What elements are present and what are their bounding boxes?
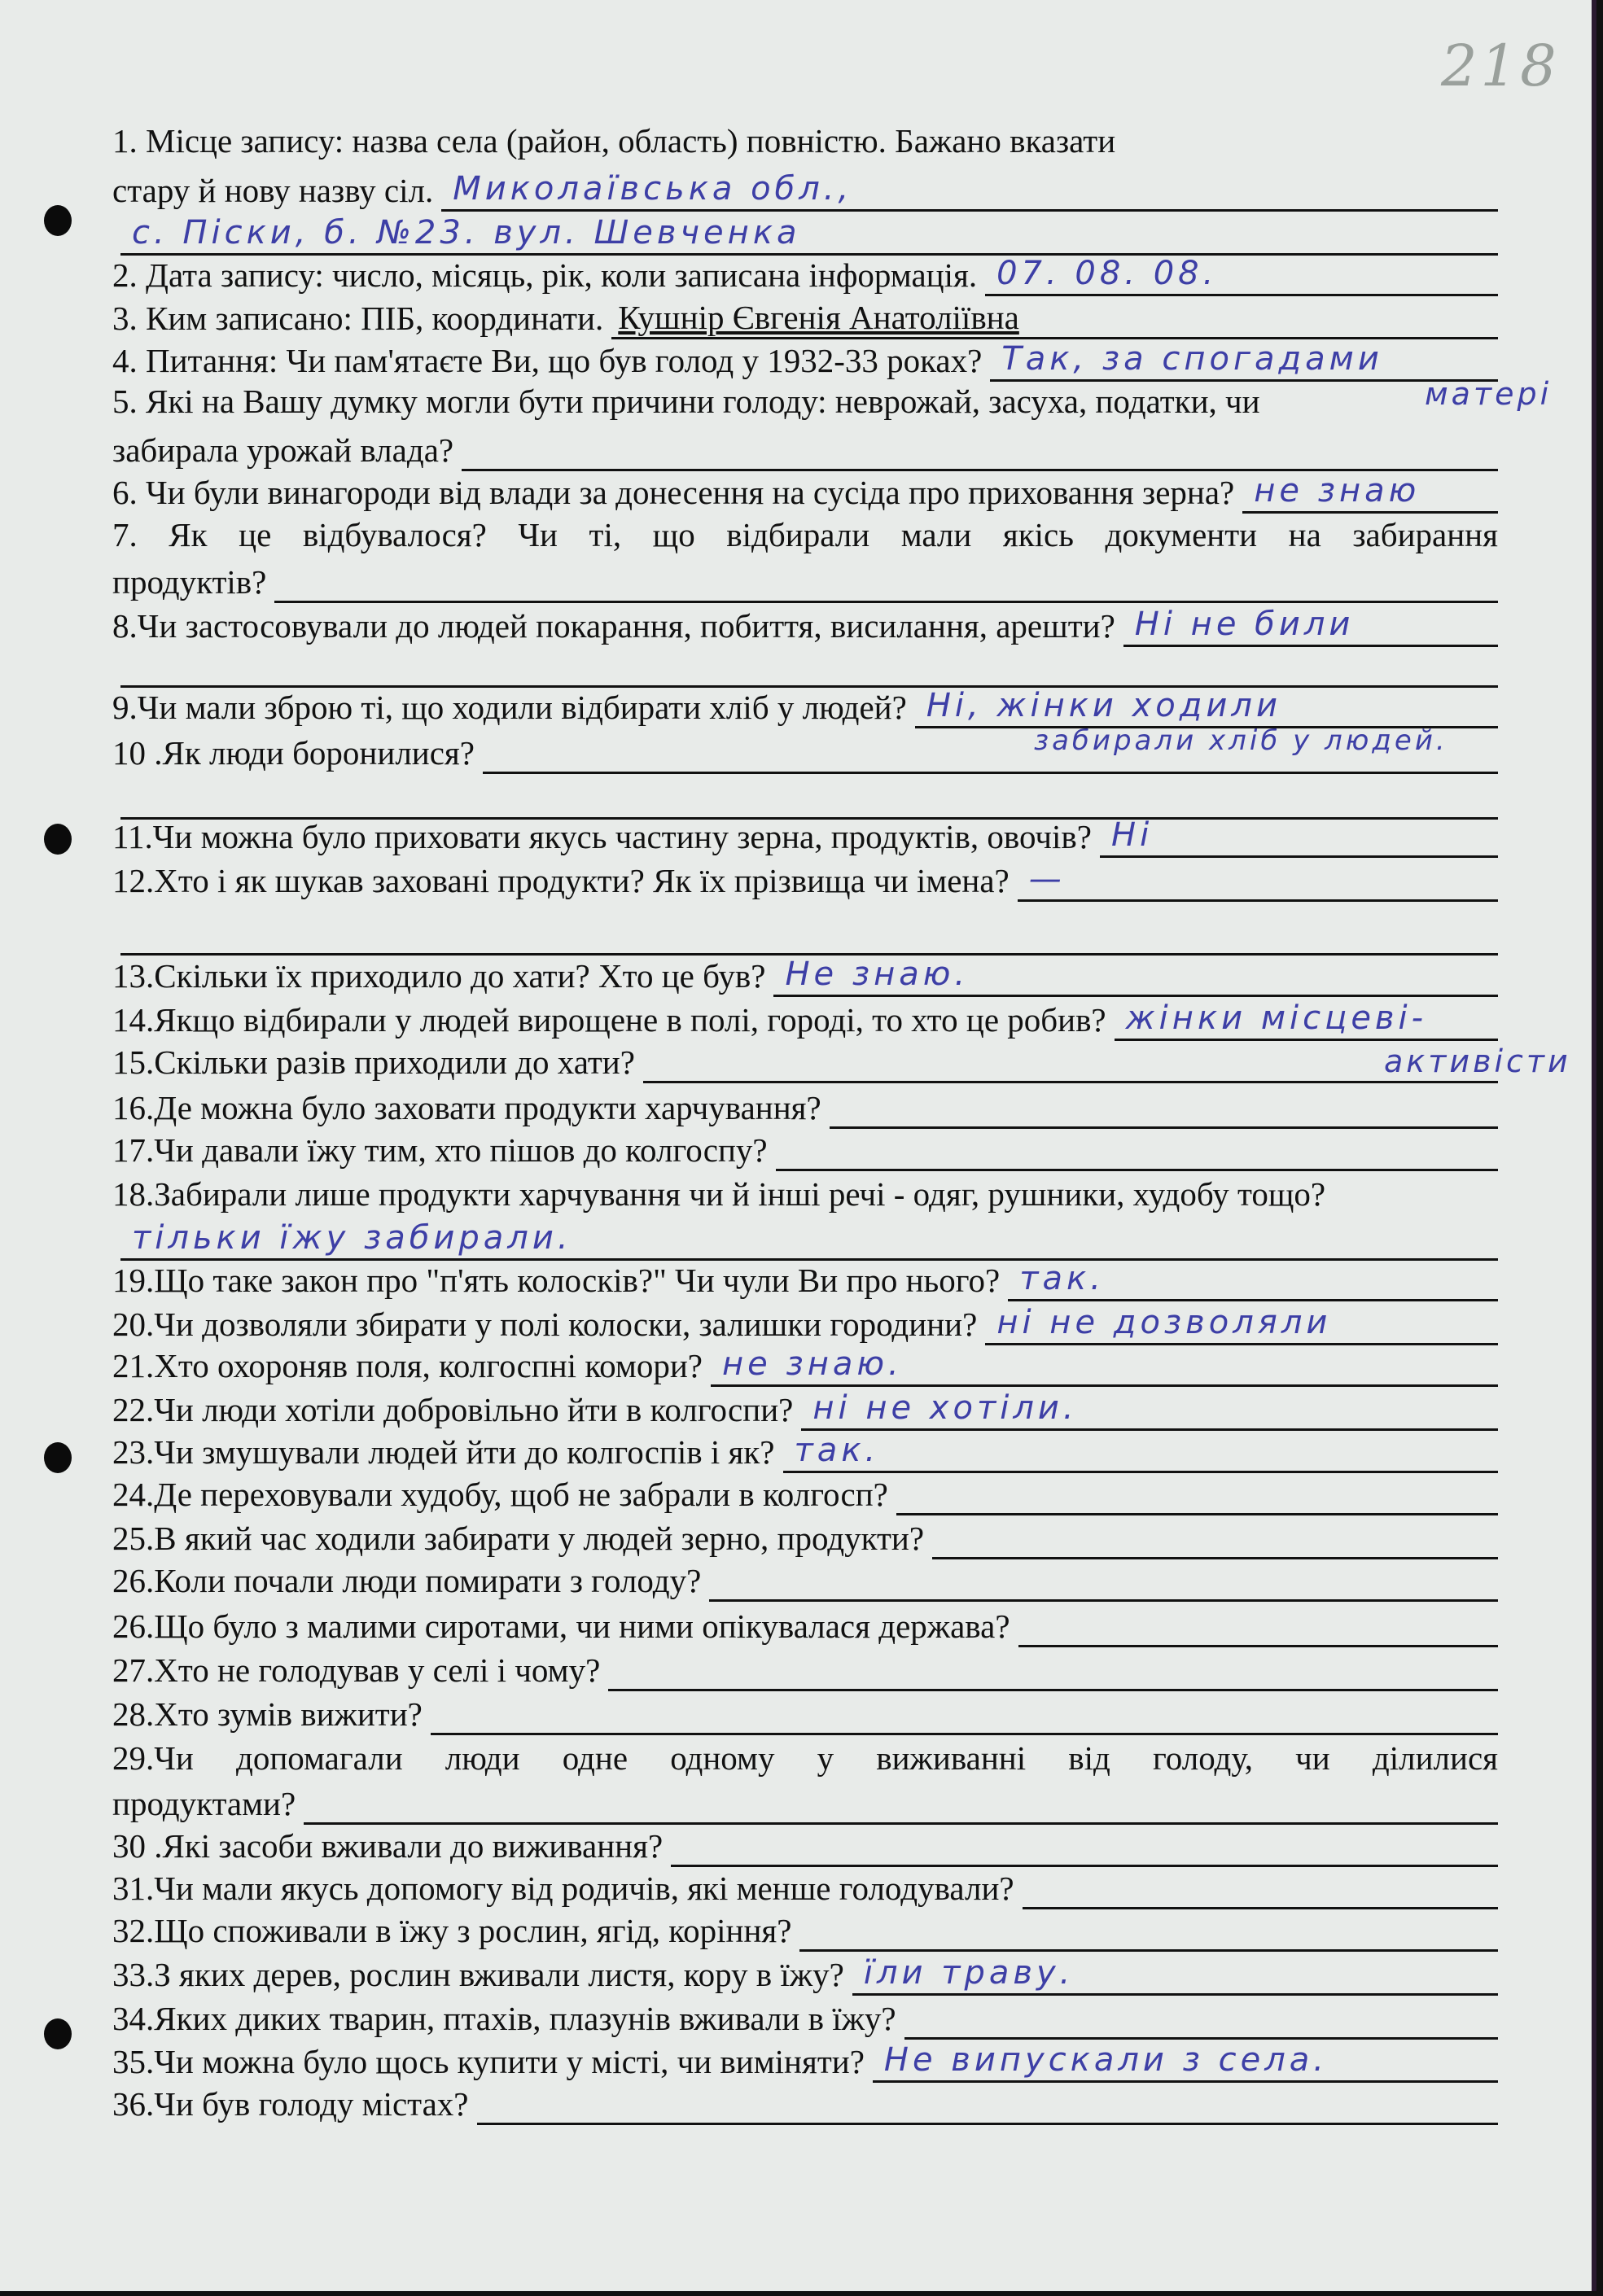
answer-line[interactable] — [120, 917, 1498, 956]
answer-line[interactable] — [1334, 1179, 1498, 1215]
question-row — [112, 1781, 1498, 1825]
question-row — [112, 858, 1498, 902]
question-text: 8.Чи застосовували до людей покарання, побиття, висилання, арешти? — [112, 606, 1115, 645]
question-row — [112, 1865, 1498, 1909]
answer-line[interactable] — [441, 170, 1498, 212]
answer-line[interactable] — [990, 339, 1498, 382]
question-row — [112, 378, 1498, 422]
answer-line[interactable] — [671, 1829, 1498, 1867]
answer-line[interactable] — [904, 2001, 1498, 2040]
handwritten-answer: Ні не били — [1134, 605, 1355, 643]
question-text: 23.Чи змушували людей йти до колгоспів і як? — [112, 1432, 775, 1471]
question-text: стару й нову назву сіл. — [112, 172, 434, 209]
answer-line[interactable] — [431, 1697, 1498, 1735]
answer-line[interactable] — [1123, 126, 1498, 162]
handwritten-answer: Не знаю. — [785, 955, 970, 993]
answer-line[interactable] — [709, 1563, 1498, 1602]
answer-line[interactable] — [611, 298, 1498, 339]
answer-line[interactable] — [873, 2040, 1498, 2083]
question-row — [112, 1472, 1498, 1515]
question-row — [112, 1603, 1498, 1647]
question-text: 35.Чи можна було щось купити у місті, чи виміняти? — [112, 2042, 865, 2080]
handwritten-answer: ні не хотіли. — [812, 1389, 1078, 1427]
question-text: 21.Хто охороняв поля, колгоспні комори? — [112, 1346, 703, 1384]
answer-line[interactable] — [932, 1521, 1498, 1559]
answer-line[interactable] — [1115, 999, 1498, 1041]
question-row — [112, 252, 1498, 296]
handwritten-answer: не знаю. — [721, 1345, 903, 1383]
handwritten-answer: 07. 08. 08. — [996, 255, 1218, 293]
question-text: 31.Чи мали якусь допомогу від родичів, які менше голодували? — [112, 1870, 1014, 1908]
answer-line[interactable] — [1023, 1871, 1498, 1909]
punch-hole — [44, 1442, 72, 1473]
question-row — [112, 212, 1498, 256]
question-text: 28.Хто зумів вижити? — [112, 1695, 423, 1733]
question-text: 10 .Як люди боронилися? — [112, 734, 475, 772]
question-row — [112, 1691, 1498, 1735]
question-text: 7. Як це відбувалося? Чи ті, що відбирали мали якісь документи на забирання — [112, 516, 1498, 553]
question-row — [112, 118, 1498, 162]
question-row — [112, 1257, 1498, 1301]
punch-hole — [44, 205, 72, 236]
answer-line[interactable] — [120, 214, 1498, 256]
punch-hole — [44, 824, 72, 855]
answer-line[interactable] — [896, 1477, 1498, 1515]
question-text: 4. Питання: Чи пам'ятаєте Ви, що був голод у 1932-33 роках? — [112, 341, 983, 379]
question-text: 19.Що таке закон про "п'ять колосків?" Чи чули Ви про нього? — [112, 1262, 1001, 1300]
question-row — [112, 1343, 1498, 1387]
answer-line[interactable] — [783, 1431, 1499, 1473]
question-text: 33.З яких дерев, рослин вживали листя, кору в їжу? — [112, 1956, 844, 1994]
question-row — [112, 603, 1498, 647]
answer-line[interactable] — [1100, 816, 1498, 858]
question-row — [112, 1823, 1498, 1867]
question-row — [112, 2081, 1498, 2125]
question-row — [112, 997, 1498, 1041]
question-row — [112, 1039, 1498, 1083]
question-row — [112, 1515, 1498, 1559]
handwritten-answer: Не випускали з села. — [883, 2040, 1329, 2079]
question-text: 3. Ким записано: ПІБ, координати. — [112, 299, 604, 337]
question-text: 27.Хто не голодував у селі і чому? — [112, 1651, 601, 1689]
answer-line[interactable] — [1018, 859, 1498, 902]
question-row — [112, 953, 1498, 997]
question-text: 26.Коли почали люди помирати з голоду? — [112, 1562, 702, 1600]
question-row — [112, 295, 1498, 339]
punch-hole — [44, 2018, 72, 2049]
question-text: 34.Яких диких тварин, птахів, плазунів вживали в їжу? — [112, 2000, 896, 2038]
question-text: 1. Місце запису: назва села (район, область) повністю. Бажано вказати — [112, 121, 1116, 160]
question-row — [112, 512, 1498, 556]
question-text: 20.Чи дозволяли збирати у полі колоски, залишки городини? — [112, 1305, 978, 1344]
question-row — [112, 559, 1498, 603]
question-row — [112, 1908, 1498, 1952]
handwritten-answer: — — [1028, 859, 1066, 898]
question-row — [112, 2039, 1498, 2083]
handwritten-answer: Ні, жінки ходили — [926, 687, 1281, 725]
question-text: 5. Які на Вашу думку могли бути причини голоду: неврожай, засуха, податки, чи — [112, 383, 1260, 421]
question-text: продуктів? — [112, 562, 267, 601]
answer-line[interactable] — [773, 955, 1498, 997]
question-text: 24.Де переховували худобу, щоб не забрали в колгосп? — [112, 1476, 888, 1513]
handwritten-answer: так. — [794, 1431, 880, 1469]
handwritten-answer: так. — [1019, 1260, 1105, 1298]
question-row — [112, 1429, 1498, 1473]
answer-line[interactable] — [608, 1653, 1498, 1691]
question-text: 15.Скільки разів приходили до хати? — [112, 1043, 635, 1081]
handwritten-answer: ні не дозволяли — [996, 1304, 1332, 1342]
question-row — [112, 470, 1498, 514]
answer-line[interactable] — [776, 1133, 1498, 1171]
answer-line[interactable] — [477, 2087, 1499, 2125]
question-row — [112, 1387, 1498, 1431]
answer-continuation-q9: забирали хліб у людей. — [1034, 724, 1448, 757]
question-row — [112, 1647, 1498, 1691]
question-row — [112, 814, 1498, 858]
question-row — [112, 1735, 1498, 1779]
answer-line[interactable] — [1123, 605, 1498, 647]
answer-line[interactable] — [985, 1304, 1498, 1345]
question-text: 36.Чи був голоду містах? — [112, 2084, 469, 2123]
handwritten-answer: їли траву. — [863, 1954, 1075, 1992]
question-row — [112, 644, 1498, 688]
handwritten-answer: не знаю — [1254, 471, 1421, 509]
question-row — [112, 338, 1498, 382]
question-row — [112, 1558, 1498, 1602]
question-text: 29.Чи допомагали люди одне одному у виживанні від голоду, чи ділилися — [112, 1739, 1498, 1777]
answer-line[interactable] — [985, 255, 1498, 296]
question-row — [112, 912, 1498, 956]
answer-line[interactable] — [1242, 471, 1498, 514]
question-text: 32.Що споживали в їжу з рослин, ягід, коріння? — [112, 1912, 792, 1950]
question-text: 9.Чи мали зброю ті, що ходили відбирати хліб у людей? — [112, 689, 907, 727]
answer-line[interactable] — [120, 649, 1498, 688]
answer-line[interactable] — [1008, 1260, 1498, 1301]
handwritten-answer: с. Піски, б. №23. вул. Шевченка — [132, 214, 801, 251]
question-text: 14.Якщо відбирали у людей вирощене в полі, городі, то хто це робив? — [112, 1000, 1106, 1039]
question-row — [112, 684, 1498, 728]
question-text: 13.Скільки їх приходило до хати? Хто це був? — [112, 956, 766, 995]
question-text: 30 .Які засоби вживали до виживання? — [112, 1827, 664, 1865]
answer-line[interactable] — [274, 565, 1498, 603]
answer-line[interactable] — [1018, 1609, 1498, 1647]
page-number: 218 — [1441, 33, 1560, 99]
typed-answer: Кушнір Євгенія Анатоліївна — [618, 298, 1019, 336]
question-text: 6. Чи були винагороди від влади за донесення на сусіда про приховання зерна? — [112, 473, 1235, 511]
question-row — [112, 427, 1498, 471]
question-row — [112, 1127, 1498, 1171]
handwritten-answer: Миколаївська обл., — [453, 170, 853, 208]
question-text: продуктами? — [112, 1784, 296, 1822]
question-text: 25.В який час ходили забирати у людей зерно, продукти? — [112, 1520, 925, 1557]
answer-line[interactable] — [801, 1389, 1498, 1431]
question-text: 11.Чи можна було приховати якусь частину зерна, продуктів, овочів? — [112, 817, 1092, 855]
question-row — [112, 1217, 1498, 1261]
answer-line[interactable] — [852, 1954, 1498, 1996]
answer-line[interactable] — [799, 1913, 1498, 1952]
answer-continuation-q14: активісти — [1384, 1043, 1571, 1079]
question-text: 26.Що було з малими сиротами, чи ними опікувалася держава? — [112, 1607, 1010, 1645]
question-row — [112, 1085, 1498, 1129]
question-text: 12.Хто і як шукав заховані продукти? Як їх прізвища чи імена? — [112, 861, 1010, 899]
handwritten-answer: Так, за спогадами — [1001, 339, 1383, 378]
question-text: 17.Чи давали їжу тим, хто пішов до колгоспу? — [112, 1131, 768, 1169]
answer-continuation-q4: матері — [1425, 376, 1553, 412]
question-text: 2. Дата запису: число, місяць, рік, коли записана інформація. — [112, 256, 978, 295]
handwritten-answer: Ні — [1111, 816, 1154, 854]
question-row — [112, 168, 1498, 212]
question-row — [112, 1301, 1498, 1345]
answer-line[interactable] — [462, 433, 1498, 471]
question-row — [112, 1171, 1498, 1215]
handwritten-answer: тільки їжу забирали. — [132, 1218, 572, 1257]
question-text: 22.Чи люди хотіли добровільно йти в колгоспи? — [112, 1390, 794, 1428]
question-text: забирала урожай влада? — [112, 431, 454, 469]
answer-line[interactable] — [915, 687, 1498, 728]
answer-line[interactable] — [643, 1045, 1498, 1083]
question-row — [112, 1996, 1498, 2040]
answer-line[interactable] — [120, 1218, 1498, 1261]
answer-line[interactable] — [830, 1091, 1498, 1129]
answer-line[interactable] — [711, 1345, 1498, 1387]
handwritten-answer: жінки місцеві- — [1125, 999, 1428, 1037]
question-row — [112, 1952, 1498, 1996]
question-text: 18.Забирали лише продукти харчування чи й інші речі - одяг, рушники, худобу тощо? — [112, 1175, 1326, 1213]
question-text: 16.Де можна було заховати продукти харчування? — [112, 1088, 821, 1126]
answer-line[interactable] — [304, 1787, 1498, 1825]
